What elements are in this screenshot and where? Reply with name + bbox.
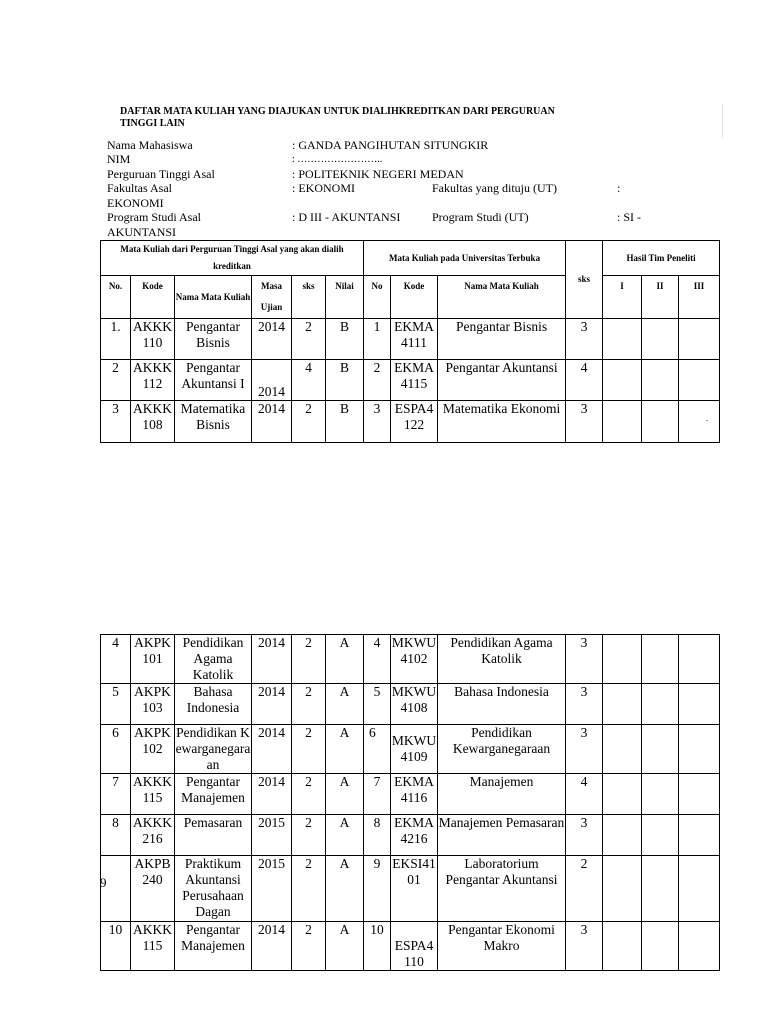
cell-kode-ut: MKWU 4102 [391, 635, 438, 684]
cell-hasil-1 [603, 401, 642, 443]
header-no: No. [101, 276, 131, 319]
cell-no-ut: 5 [364, 684, 391, 725]
cell-nama-ut: Pendidikan Kewarganegaraan [438, 725, 566, 774]
cell-no: 8 [101, 815, 131, 856]
cell-hasil-1 [603, 635, 642, 684]
header-hasil-1: I [603, 276, 642, 319]
cell-no-ut: 10 [364, 922, 391, 971]
cell-hasil-2 [642, 725, 679, 774]
fakultas-value: : EKONOMI [292, 181, 355, 195]
cell-hasil-1 [603, 815, 642, 856]
fakultas-wrap: EKONOMI [107, 196, 164, 210]
header-hasil-3: III [679, 276, 720, 319]
cell-sks: 2 [292, 684, 326, 725]
nama-label: Nama Mahasiswa [107, 138, 193, 152]
cell-hasil-1 [603, 922, 642, 971]
cell-sks: 2 [292, 725, 326, 774]
page-edge-line [722, 104, 723, 138]
cell-no-ut: 4 [364, 635, 391, 684]
cell-kode-ut: MKWU 4109 [391, 725, 438, 774]
info-fakultas-wrap [107, 197, 164, 210]
cell-kode: AKPB 240 [131, 856, 175, 922]
cell-masa: 2015 [252, 856, 292, 922]
info-fakultas [107, 181, 621, 195]
cell-nama: Pemasaran [175, 815, 252, 856]
cell-hasil-3 [679, 684, 720, 725]
cell-hasil-1 [603, 774, 642, 815]
cell-hasil-2 [642, 635, 679, 684]
cell-no-ut: 2 [364, 360, 391, 401]
course-table-page1 [100, 240, 720, 443]
cell-no: 2 [101, 360, 131, 401]
table-row [101, 774, 720, 815]
cell-kode: AKPK 102 [131, 725, 175, 774]
cell-kode-ut: EKMA 4216 [391, 815, 438, 856]
cell-masa: 2015 [252, 815, 292, 856]
cell-nilai: A [326, 725, 364, 774]
cell-kode: AKPK 103 [131, 684, 175, 725]
cell-sks-ut: 4 [566, 360, 603, 401]
cell-kode: AKKK 216 [131, 815, 175, 856]
cell-nama-ut: Laboratorium Pengantar Akuntansi [438, 856, 566, 922]
cell-nilai: B [326, 319, 364, 360]
header-sks: sks [292, 276, 326, 319]
cell-hasil-3 [679, 815, 720, 856]
cell-nama-ut: Matematika Ekonomi [438, 401, 566, 443]
cell-hasil-2 [642, 401, 679, 443]
cell-sks: 2 [292, 922, 326, 971]
cell-no: 3 [101, 401, 131, 443]
header-row-1 [101, 241, 720, 276]
header-nilai: Nilai [326, 276, 364, 319]
cell-hasil-2 [642, 684, 679, 725]
row-number-outside: 9 [100, 875, 107, 890]
info-prodi [107, 210, 641, 224]
prodi-wrap: AKUNTANSI [107, 225, 177, 239]
header-group-asal: Mata Kuliah dari Perguruan Tinggi Asal yang akan dialih kreditkan [101, 241, 364, 276]
cell-nilai: A [326, 684, 364, 725]
cell-nama-ut: Manajemen Pemasaran [438, 815, 566, 856]
cell-hasil-3 [679, 360, 720, 401]
cell-no-ut: 7 [364, 774, 391, 815]
cell-nama: Pengantar Manajemen [175, 774, 252, 815]
info-nama [107, 138, 489, 152]
cell-hasil-2 [642, 774, 679, 815]
cell-nilai: A [326, 774, 364, 815]
table-row [101, 815, 720, 856]
cell-nama-ut: Manajemen [438, 774, 566, 815]
cell-no: 4 [101, 635, 131, 684]
header-group-hasil: Hasil Tim Peneliti [603, 241, 720, 276]
cell-kode-ut: ESPA4 110 [391, 922, 438, 971]
cell-nama: Pengantar Bisnis [175, 319, 252, 360]
header-nama-mk-ut: Nama Mata Kuliah [438, 276, 566, 319]
cell-kode: AKKK 110 [131, 319, 175, 360]
cell-masa: 2014 [252, 360, 292, 401]
cell-nilai: B [326, 401, 364, 443]
cell-hasil-2 [642, 319, 679, 360]
cell-masa: 2014 [252, 684, 292, 725]
header-masa-ujian: Masa Ujian [252, 276, 292, 319]
cell-sks: 4 [292, 360, 326, 401]
info-pt [107, 167, 464, 181]
fakultas-label: Fakultas Asal [107, 181, 172, 195]
info-prodi-wrap [107, 226, 176, 239]
cell-sks: 2 [292, 635, 326, 684]
header-kode: Kode [131, 276, 175, 319]
course-table-page2 [100, 634, 720, 971]
cell-sks: 2 [292, 401, 326, 443]
table-row [101, 401, 720, 443]
cell-masa: 2014 [252, 922, 292, 971]
cell-no: 6 [101, 725, 131, 774]
header-kode-ut: Kode [391, 276, 438, 319]
table-row [101, 635, 720, 684]
nim-value: : …………………….. [292, 154, 383, 165]
prodi-value: : D III - AKUNTANSI [292, 210, 401, 224]
cell-sks-ut: 3 [566, 684, 603, 725]
cell-nama: Bahasa Indonesia [175, 684, 252, 725]
cell-sks-ut: 3 [566, 319, 603, 360]
cell-sks-ut: 3 [566, 401, 603, 443]
table-row [101, 684, 720, 725]
table-row [101, 360, 720, 401]
cell-nilai: B [326, 360, 364, 401]
pt-label: Perguruan Tinggi Asal [107, 167, 215, 181]
cell-masa: 2014 [252, 319, 292, 360]
cell-masa: 2014 [252, 725, 292, 774]
cell-masa: 2014 [252, 774, 292, 815]
cell-no-ut: 8 [364, 815, 391, 856]
cell-sks-ut: 3 [566, 922, 603, 971]
table-row [101, 725, 720, 774]
cell-sks: 2 [292, 774, 326, 815]
cell-hasil-3 [679, 774, 720, 815]
cell-hasil-2 [642, 856, 679, 922]
cell-nama: Pendidikan Kewarganegaraan [175, 725, 251, 772]
cell-kode: AKKK 115 [131, 774, 175, 815]
cell-hasil-1 [603, 856, 642, 922]
cell-masa: 2014 [252, 635, 292, 684]
info-nim [107, 152, 383, 166]
cell-hasil-1 [603, 360, 642, 401]
stray-dot: . [706, 414, 708, 423]
cell-nama: Pengantar Akuntansi I [175, 360, 252, 401]
cell-no: 1. [101, 319, 131, 360]
cell-nama-ut: Pendidikan Agama Katolik [438, 635, 566, 684]
cell-sks: 2 [292, 319, 326, 360]
fakultas-ut-colon: : [617, 181, 621, 195]
cell-nama-ut: Bahasa Indonesia [438, 684, 566, 725]
cell-hasil-3 [679, 319, 720, 360]
nama-value: : GANDA PANGIHUTAN SITUNGKIR [292, 138, 489, 152]
cell-kode-ut: ESPA4 122 [391, 401, 438, 443]
cell-no-ut: 9 [364, 856, 391, 922]
header-sks-ut: sks [566, 241, 603, 319]
cell-hasil-2 [642, 922, 679, 971]
header-hasil-2: II [642, 276, 679, 319]
cell-sks-ut: 3 [566, 815, 603, 856]
cell-kode: AKPK 101 [131, 635, 175, 684]
cell-nama-ut: Pengantar Akuntansi [438, 360, 566, 401]
cell-hasil-2 [642, 360, 679, 401]
cell-kode-ut: MKWU 4108 [391, 684, 438, 725]
pt-value: : POLITEKNIK NEGERI MEDAN [292, 167, 464, 181]
document-title: DAFTAR MATA KULIAH YANG DIAJUKAN UNTUK DIALIHKREDITKAN DARI PERGURUAN TINGGI LAIN [120, 106, 555, 129]
cell-hasil-3 [679, 635, 720, 684]
cell-masa: 2014 [252, 401, 292, 443]
cell-nama-ut: Pengantar Bisnis [438, 319, 566, 360]
cell-hasil-3 [679, 856, 720, 922]
cell-nilai: A [326, 815, 364, 856]
header-row-2 [101, 276, 720, 319]
cell-hasil-1 [603, 725, 642, 774]
header-nama-mk: Nama Mata Kuliah [175, 276, 252, 319]
cell-nama: Pengantar Manajemen [175, 922, 252, 971]
cell-kode: AKKK 108 [131, 401, 175, 443]
cell-no-ut: 1 [364, 319, 391, 360]
cell-sks: 2 [292, 815, 326, 856]
table-row [101, 319, 720, 360]
prodi-label: Program Studi Asal [107, 210, 202, 224]
cell-sks-ut: 3 [566, 725, 603, 774]
cell-kode-ut: EKMA 4116 [391, 774, 438, 815]
cell-no: 5 [101, 684, 131, 725]
cell-hasil-3 [679, 922, 720, 971]
cell-kode-ut: EKMA 4115 [391, 360, 438, 401]
table-row [101, 922, 720, 971]
cell-nilai: A [326, 635, 364, 684]
cell-sks: 2 [292, 856, 326, 922]
cell-kode: AKKK 115 [131, 922, 175, 971]
nim-label: NIM [107, 152, 131, 166]
header-no-ut: No [364, 276, 391, 319]
prodi-ut-value: : SI - [617, 210, 641, 224]
cell-nama-ut: Pengantar Ekonomi Makro [438, 922, 566, 971]
cell-nama: Praktikum Akuntansi Perusahaan Dagan [175, 856, 252, 922]
cell-kode-ut: EKSI4101 [391, 856, 438, 922]
cell-nilai: A [326, 856, 364, 922]
cell-no: 7 [101, 774, 131, 815]
cell-sks-ut: 3 [566, 635, 603, 684]
cell-no-ut: 3 [364, 401, 391, 443]
cell-sks-ut: 4 [566, 774, 603, 815]
cell-hasil-1 [603, 684, 642, 725]
cell-nilai: A [326, 922, 364, 971]
cell-nama: Matematika Bisnis [175, 401, 252, 443]
cell-hasil-1 [603, 319, 642, 360]
cell-sks-ut: 2 [566, 856, 603, 922]
cell-no: 10 [101, 922, 131, 971]
header-group-ut: Mata Kuliah pada Universitas Terbuka [364, 241, 566, 276]
cell-hasil-2 [642, 815, 679, 856]
prodi-ut-label: Program Studi (UT) [432, 210, 529, 224]
fakultas-ut-label: Fakultas yang dituju (UT) [432, 181, 557, 195]
cell-kode-ut: EKMA 4111 [391, 319, 438, 360]
cell-no-ut: 6 [364, 725, 391, 774]
table-row [101, 856, 720, 922]
cell-hasil-3 [679, 401, 720, 443]
cell-nama: Pendidikan Agama Katolik [175, 635, 252, 684]
cell-hasil-3 [679, 725, 720, 774]
cell-kode: AKKK 112 [131, 360, 175, 401]
